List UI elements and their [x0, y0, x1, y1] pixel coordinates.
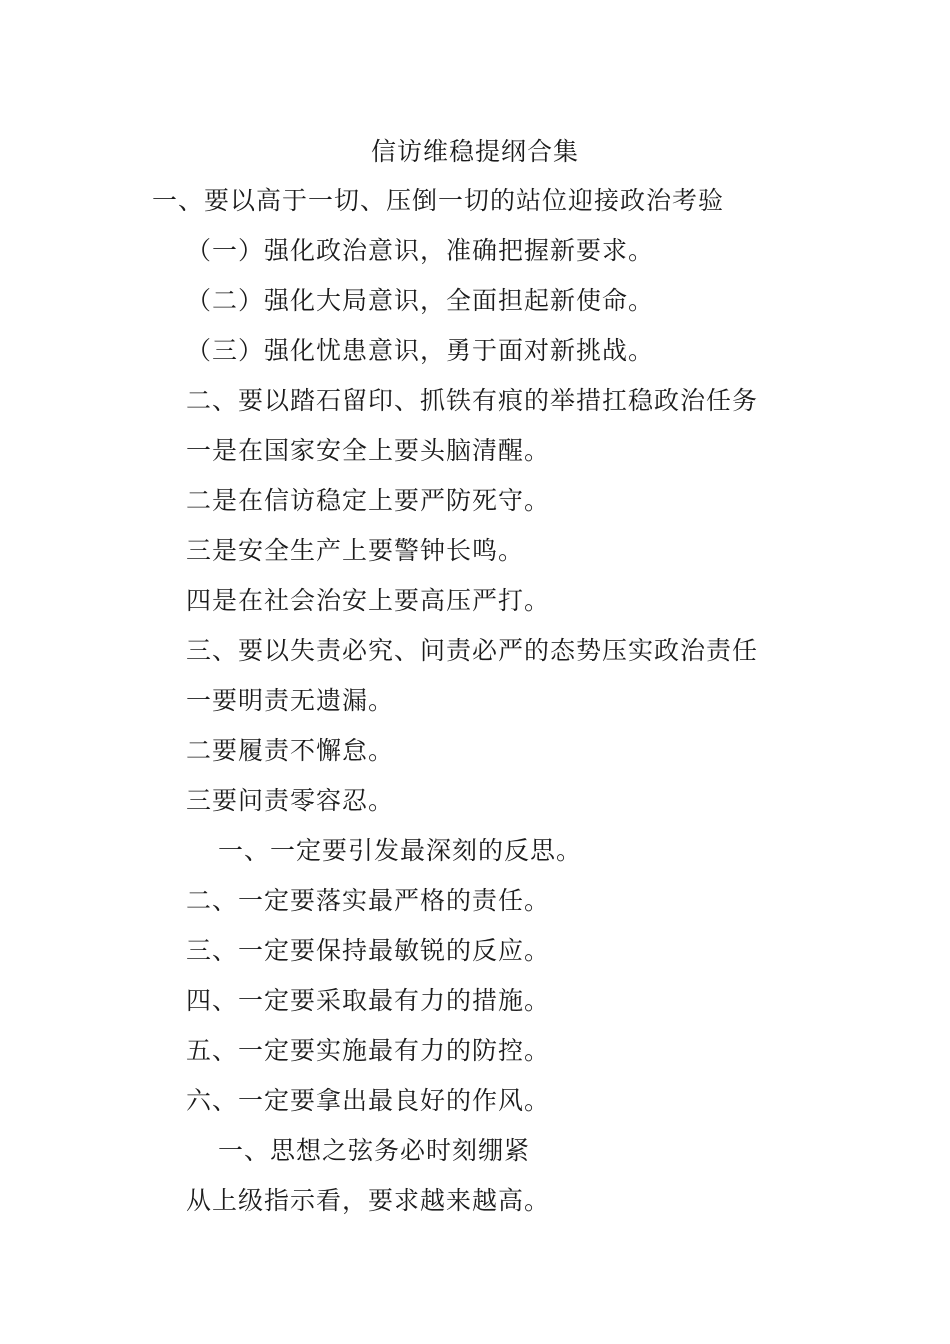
- heading-2: 二、要以踏石留印、抓铁有痕的举措扛稳政治任务: [186, 386, 759, 415]
- subitem-2-3: 三是安全生产上要警钟长鸣。: [186, 536, 525, 565]
- list-item: 一、一定要引发最深刻的反思。: [218, 836, 583, 865]
- subitem-1-1: （一）强化政治意识，准确把握新要求。: [186, 236, 655, 265]
- list-item: 三、一定要保持最敏锐的反应。: [186, 936, 551, 965]
- subitem-2-4: 四是在社会治安上要高压严打。: [186, 586, 551, 615]
- subitem-2-2: 二是在信访稳定上要严防死守。: [186, 486, 551, 515]
- subitem-3-1: 一要明责无遗漏。: [186, 686, 395, 715]
- paragraph-line: 从上级指示看，要求越来越高。: [186, 1186, 551, 1215]
- document-title: 信访维稳提纲合集: [370, 137, 579, 166]
- list-item: 五、一定要实施最有力的防控。: [186, 1036, 551, 1065]
- subitem-1-2: （二）强化大局意识，全面担起新使命。: [186, 286, 655, 315]
- subitem-3-3: 三要问责零容忍。: [186, 786, 395, 815]
- heading-3: 三、要以失责必究、问责必严的态势压实政治责任: [186, 636, 759, 665]
- heading-1: 一、要以高于一切、压倒一切的站位迎接政治考验: [152, 186, 725, 215]
- list-item: 二、一定要落实最严格的责任。: [186, 886, 551, 915]
- subitem-3-2: 二要履责不懈怠。: [186, 736, 395, 765]
- subitem-2-1: 一是在国家安全上要头脑清醒。: [186, 436, 551, 465]
- subitem-1-3: （三）强化忧患意识，勇于面对新挑战。: [186, 336, 655, 365]
- list-item: 四、一定要采取最有力的措施。: [186, 986, 551, 1015]
- section-heading: 一、思想之弦务必时刻绷紧: [218, 1136, 531, 1165]
- list-item: 六、一定要拿出最良好的作风。: [186, 1086, 551, 1115]
